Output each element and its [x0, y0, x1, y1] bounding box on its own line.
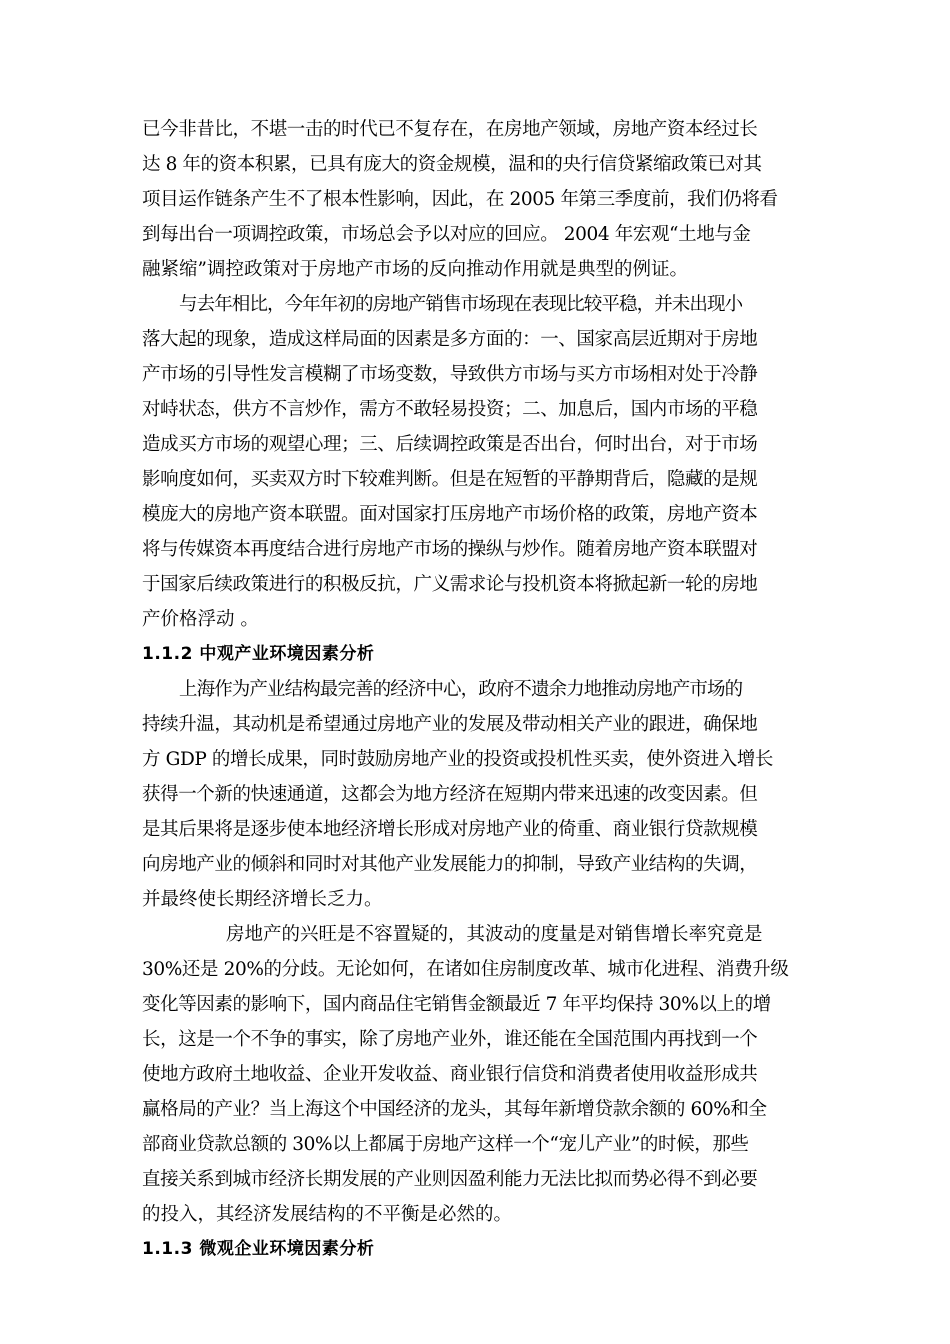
text-line: 产市场的引导性发言模糊了市场变数，导致供方市场与买方市场相对处于冷静 — [142, 364, 758, 385]
text-line: 方 GDP 的增长成果，同时鼓励房地产业的投资或投机性买卖，使外资进入增长 — [142, 749, 774, 770]
document-page — [142, 112, 810, 1267]
text-line: 对峙状态，供方不言炒作，需方不敢轻易投资；二、加息后，国内市场的平稳 — [142, 399, 758, 420]
text-line: 并最终使长期经济增长乏力。 — [142, 889, 383, 910]
text-line: 房地产的兴旺是不容置疑的，其波动的度量是对销售增长率究竟是 — [226, 924, 763, 945]
text-line: 变化等因素的影响下，国内商品住宅销售金额最近 7 年平均保持 30%以上的增 — [142, 994, 771, 1015]
text-line: 模庞大的房地产资本联盟。面对国家打压房地产市场价格的政策，房地产资本 — [142, 504, 758, 525]
text-line: 影响度如何，买卖双方时下较难判断。但是在短暂的平静期背后，隐藏的是规 — [142, 469, 758, 490]
text-line: 造成买方市场的观望心理；三、后续调控政策是否出台，何时出台，对于市场 — [142, 434, 758, 455]
text-line: 于国家后续政策进行的积极反抗，广义需求论与投机资本将掀起新一轮的房地 — [142, 574, 758, 595]
text-line: 的投入，其经济发展结构的不平衡是必然的。 — [142, 1204, 513, 1225]
text-line: 赢格局的产业？当上海这个中国经济的龙头，其每年新增贷款余额的 60%和全 — [142, 1099, 767, 1120]
text-line: 上海作为产业结构最完善的经济中心，政府不遗余力地推动房地产市场的 — [179, 679, 743, 700]
section-heading: 1.1.3 微观企业环境因素分析 — [142, 1239, 375, 1259]
text-line: 长，这是一个不争的事实，除了房地产业外，谁还能在全国范围内再找到一个 — [142, 1029, 758, 1050]
section-heading: 1.1.2 中观产业环境因素分析 — [142, 644, 375, 664]
text-line: 直接关系到城市经济长期发展的产业则因盈利能力无法比拟而势必得不到必要 — [142, 1169, 758, 1190]
text-line: 是其后果将是逐步使本地经济增长形成对房地产业的倚重、商业银行贷款规模 — [142, 819, 758, 840]
text-line: 达 8 年的资本积累，已具有庞大的资金规模，温和的央行信贷紧缩政策已对其 — [142, 154, 762, 175]
text-line: 项目运作链条产生不了根本性影响，因此，在 2005 年第三季度前，我们仍将看 — [142, 189, 778, 210]
text-line: 部商业贷款总额的 30%以上都属于房地产这样一个“宠儿产业”的时候，那些 — [142, 1134, 749, 1155]
text-line: 30%还是 20%的分歧。无论如何，在诸如住房制度改革、城市化进程、消费升级 — [142, 959, 789, 980]
text-line: 向房地产业的倾斜和同时对其他产业发展能力的抑制，导致产业结构的失调， — [142, 854, 758, 875]
text-line: 到每出台一项调控政策，市场总会予以对应的回应。 2004 年宏观“土地与金 — [142, 224, 751, 245]
text-line: 落大起的现象，造成这样局面的因素是多方面的：一、国家高层近期对于房地 — [142, 329, 758, 350]
text-line: 将与传媒资本再度结合进行房地产市场的操纵与炒作。随着房地产资本联盟对 — [142, 539, 758, 560]
text-line: 持续升温，其动机是希望通过房地产业的发展及带动相关产业的跟进，确保地 — [142, 714, 758, 735]
text-line: 产价格浮动 。 — [142, 609, 259, 630]
text-line: 融紧缩”调控政策对于房地产市场的反向推动作用就是典型的例证。 — [142, 259, 688, 280]
text-line: 已今非昔比，不堪一击的时代已不复存在，在房地产领域，房地产资本经过长 — [142, 119, 758, 140]
text-line: 与去年相比，今年年初的房地产销售市场现在表现比较平稳，并未出现小 — [179, 294, 743, 315]
text-line: 获得一个新的快速通道，这都会为地方经济在短期内带来迅速的改变因素。但 — [142, 784, 758, 805]
text-line: 使地方政府土地收益、企业开发收益、商业银行信贷和消费者使用收益形成共 — [142, 1064, 758, 1085]
